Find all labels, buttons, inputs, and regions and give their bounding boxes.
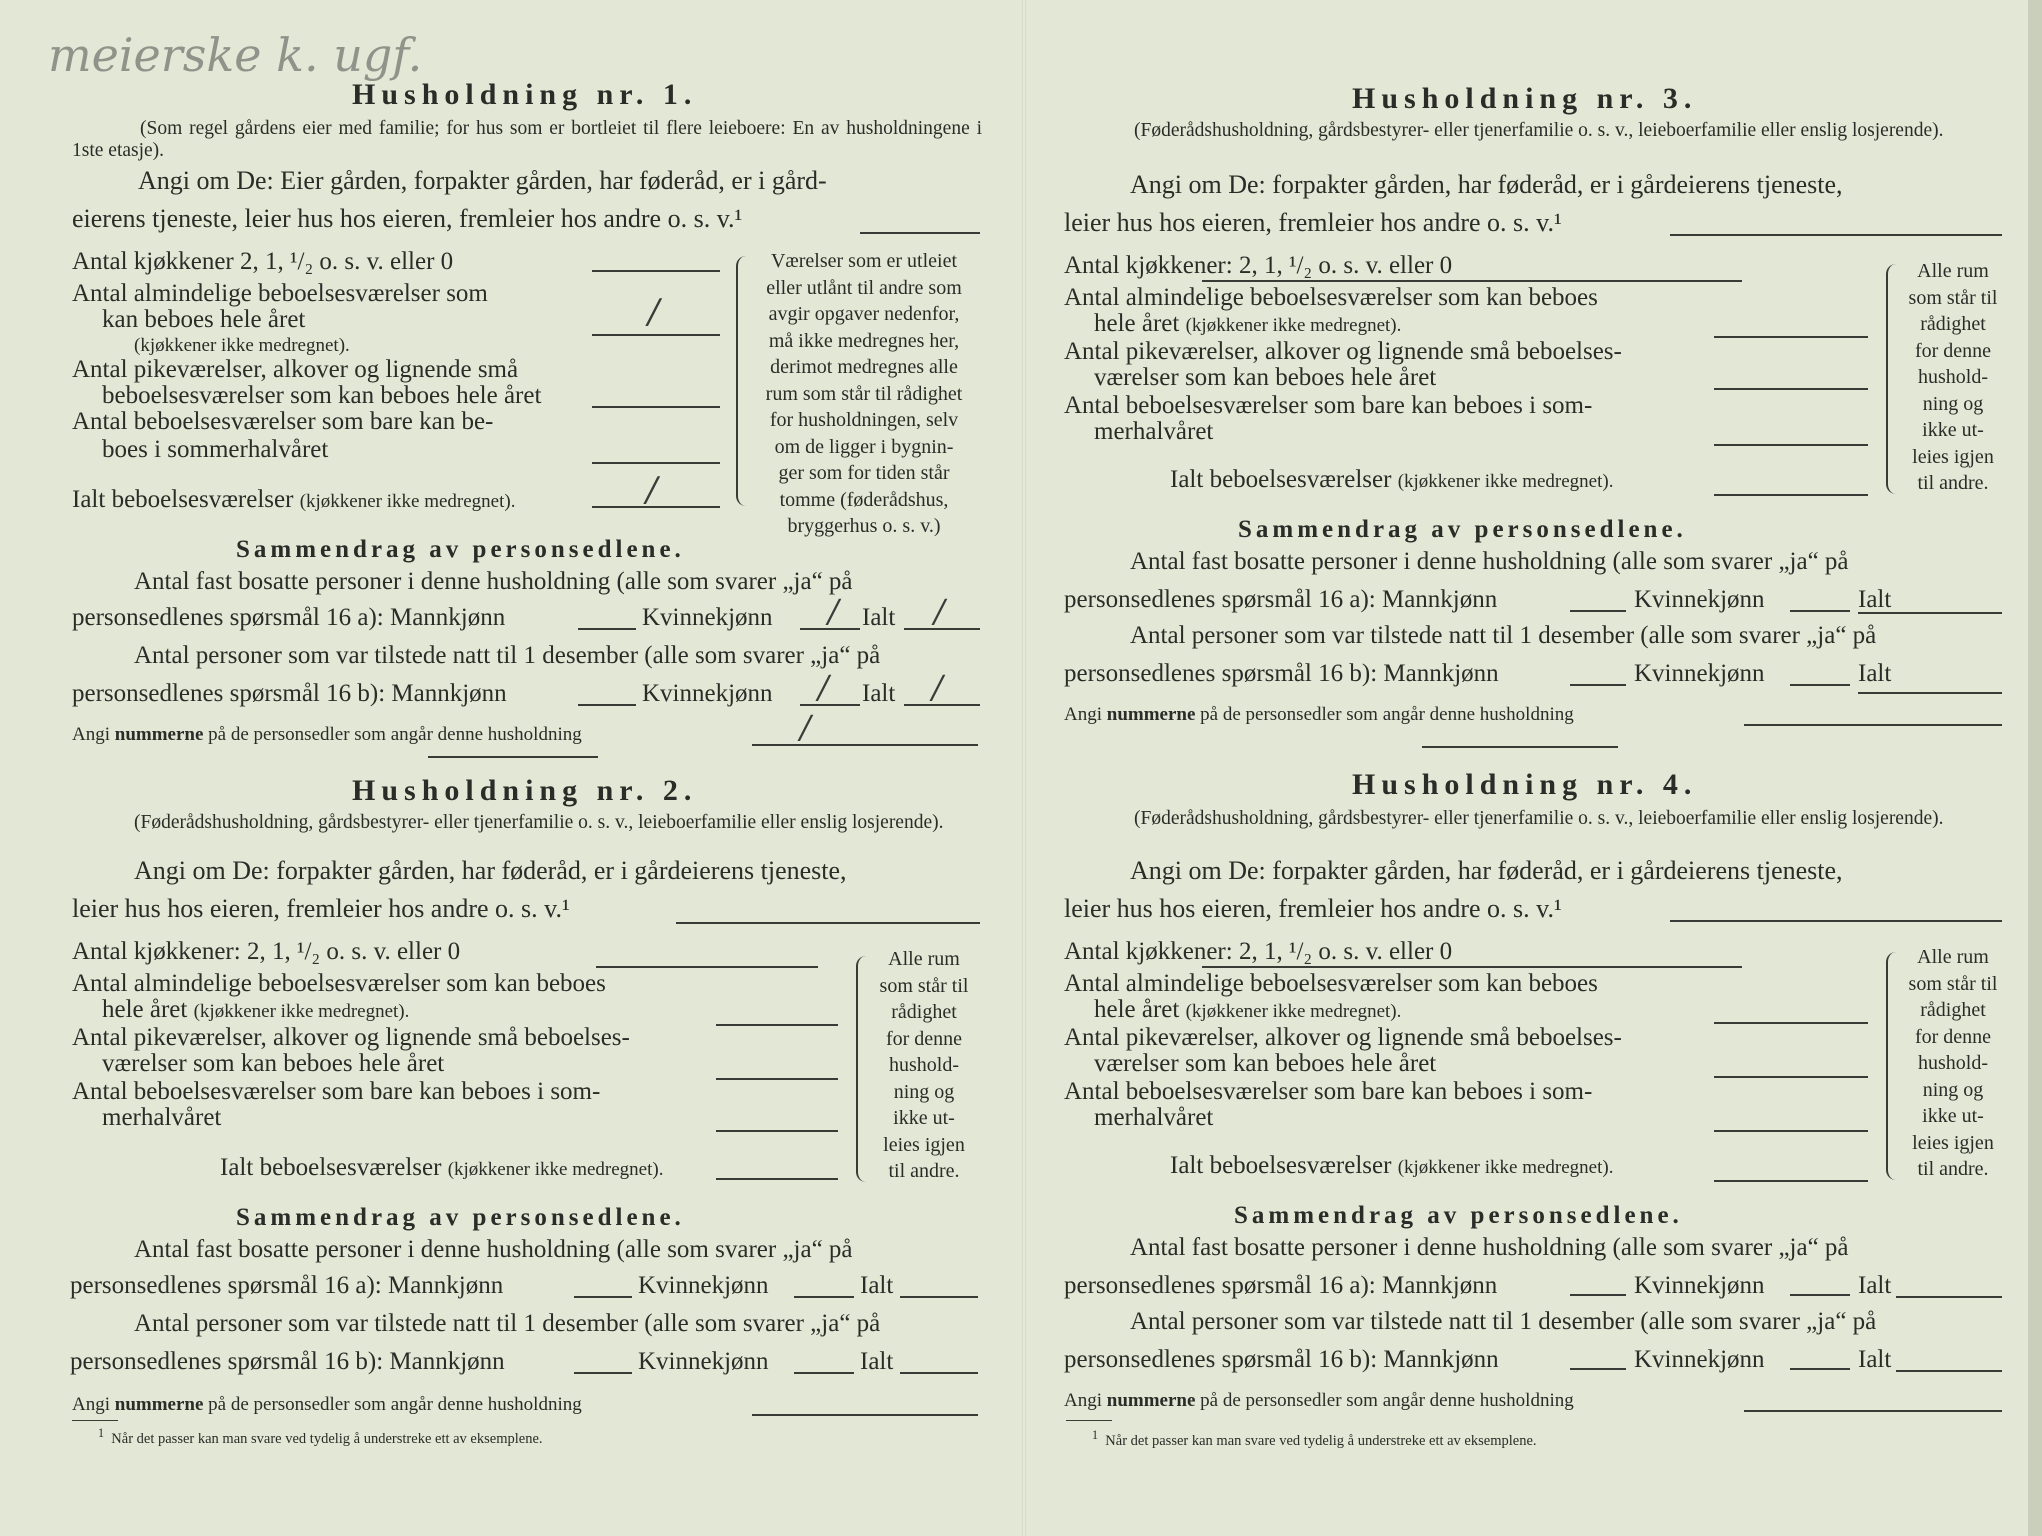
fill-line bbox=[1744, 724, 2002, 726]
h4-tilstede-line1: Antal personer som var tilstede natt til 1 desember (alle som svarer „ja“ på bbox=[1130, 1308, 1877, 1335]
fill-line bbox=[794, 1372, 854, 1374]
h1-tilstede-kvinne: Kvinnekjønn bbox=[642, 680, 773, 707]
h4-row-maid-rooms: Antal pikeværelser, alkover og lignende små beboelses- bbox=[1064, 1024, 1622, 1051]
fill-line bbox=[676, 922, 980, 924]
h2-angi-nummerne bbox=[72, 1394, 582, 1416]
h1-row-summer-rooms-2: boes i sommerhalvåret bbox=[102, 436, 329, 463]
fill-line bbox=[752, 1414, 978, 1416]
h2-total-label: Ialt beboelsesværelser bbox=[220, 1154, 442, 1181]
side-note-line: leies igjen bbox=[1912, 1131, 1994, 1154]
household-1-angi-line2: eierens tjeneste, leier hus hos eieren, fremleier hos andre o. s. v.¹ bbox=[72, 204, 743, 233]
fill-line bbox=[716, 1130, 838, 1132]
side-note-line: for denne bbox=[1914, 339, 1992, 362]
h1-value-ordinary: / bbox=[648, 292, 660, 332]
footnote-rule bbox=[72, 1420, 118, 1421]
side-note-line: for denne bbox=[1914, 1025, 1992, 1048]
h1-total-rooms bbox=[72, 486, 515, 514]
h2-row-note: (kjøkkener ikke medregnet). bbox=[193, 1001, 410, 1022]
h2-row-ordinary-rooms: Antal almindelige beboelsesværelser som kan beboes bbox=[72, 970, 606, 997]
fill-line bbox=[574, 1296, 632, 1298]
h2-total-note: (kjøkkener ikke medregnet). bbox=[447, 1159, 664, 1180]
fill-line bbox=[1670, 920, 2002, 922]
fill-line bbox=[592, 270, 720, 272]
fill-line bbox=[1714, 388, 1868, 390]
h1-fast-kvinne-value: / bbox=[828, 592, 839, 630]
h4-row-ordinary-rooms: Antal almindelige beboelsesværelser som kan beboes bbox=[1064, 970, 1598, 997]
h3-total-note: (kjøkkener ikke medregnet). bbox=[1397, 471, 1614, 492]
fill-line bbox=[1714, 1076, 1868, 1078]
right-footnote: $^1$ Når det passer kan man svare ved tydelig å understreke ett av eksemplene. bbox=[1092, 1428, 1537, 1449]
h1-total-note: (kjøkkener ikke medregnet). bbox=[299, 491, 516, 512]
h2-row-summer-rooms: Antal beboelsesværelser som bare kan beboes i som- bbox=[72, 1078, 601, 1105]
h4-row-kitchens: Antal kjøkkener: 2, 1, ¹/₂ o. s. v. eller 0 bbox=[1064, 938, 1453, 965]
side-note-line: hushold- bbox=[889, 1054, 959, 1076]
fill-line bbox=[716, 1078, 838, 1080]
household-2-intro: (Føderådshusholdning, gårdsbestyrer- eller tjenerfamilie o. s. v., leieboerfamilie eller enslig losjerende). bbox=[134, 812, 944, 833]
fill-line bbox=[794, 1296, 854, 1298]
h1-value-total: / bbox=[646, 470, 658, 510]
side-note-line: for husholdningen, selv bbox=[769, 409, 959, 431]
fill-line bbox=[1790, 1294, 1850, 1296]
h3-row-note: (kjøkkener ikke medregnet). bbox=[1185, 315, 1402, 336]
fill-line bbox=[716, 1024, 838, 1026]
side-note-line: må ikke medregnes her, bbox=[768, 329, 960, 352]
fill-line bbox=[1858, 692, 2002, 694]
fill-line bbox=[1714, 444, 1868, 446]
h2-angi-post: på de personsedler som angår denne husholdning bbox=[208, 1394, 582, 1415]
h3-side-note bbox=[1894, 258, 2012, 497]
h2-row-ordinary-rooms-2 bbox=[102, 996, 409, 1024]
h4-row-ordinary-rooms-2 bbox=[1094, 996, 1401, 1024]
fill-line bbox=[578, 628, 636, 630]
left-footnote-text: Når det passer kan man svare ved tydelig å understreke ett av eksemplene. bbox=[111, 1430, 543, 1447]
h1-row-ordinary-rooms: Antal almindelige beboelsesværelser som bbox=[72, 280, 488, 307]
h4-fast-line1: Antal fast bosatte personer i denne husholdning (alle som svarer „ja“ på bbox=[1130, 1234, 1849, 1261]
h4-tilstede-line2: personsedlenes spørsmål 16 b): Mannkjønn bbox=[1064, 1346, 1499, 1373]
h4-angi-nummerne bbox=[1064, 1390, 1574, 1412]
h2-row-summer-rooms-2: merhalvåret bbox=[102, 1104, 222, 1131]
household-1-title: Husholdning nr. 1. bbox=[352, 78, 698, 111]
h4-angi-bold: nummerne bbox=[1106, 1390, 1196, 1411]
h3-tilstede-kvinne: Kvinnekjønn bbox=[1634, 660, 1765, 687]
footnote-rule bbox=[1066, 1420, 1112, 1421]
separator-line bbox=[1422, 746, 1618, 748]
side-note-line: Alle rum bbox=[888, 948, 960, 970]
h2-tilstede-kvinne: Kvinnekjønn bbox=[638, 1348, 769, 1375]
h4-side-note bbox=[1894, 944, 2012, 1183]
h3-row-ordinary-rooms-2 bbox=[1094, 310, 1401, 338]
h4-row-maid-rooms-2: værelser som kan beboes hele året bbox=[1094, 1050, 1437, 1077]
fill-line bbox=[1714, 336, 1868, 338]
side-note-line: ning og bbox=[1922, 392, 1984, 415]
fill-line bbox=[1570, 684, 1626, 686]
fill-line bbox=[1202, 966, 1742, 968]
h4-angi-pre: Angi bbox=[1064, 1390, 1102, 1411]
h1-side-note bbox=[748, 248, 980, 540]
household-3-title: Husholdning nr. 3. bbox=[1352, 82, 1698, 115]
household-2-title: Husholdning nr. 2. bbox=[352, 774, 698, 807]
side-note-line: rådighet bbox=[1920, 999, 1986, 1021]
h4-row-note: (kjøkkener ikke medregnet). bbox=[1185, 1001, 1402, 1022]
fill-line bbox=[800, 704, 860, 706]
h3-fast-kvinne: Kvinnekjønn bbox=[1634, 586, 1765, 613]
side-note-line: som står til bbox=[879, 974, 969, 997]
h3-row-kitchens: Antal kjøkkener: 2, 1, ¹/₂ o. s. v. eller 0 bbox=[1064, 252, 1453, 279]
h3-total-rooms bbox=[1170, 466, 1613, 494]
h4-angi-post: på de personsedler som angår denne husholdning bbox=[1200, 1390, 1574, 1411]
h4-total-note: (kjøkkener ikke medregnet). bbox=[1397, 1157, 1614, 1178]
h2-fast-line1: Antal fast bosatte personer i denne husholdning (alle som svarer „ja“ på bbox=[134, 1236, 853, 1263]
fill-line bbox=[1202, 280, 1742, 282]
side-note-line: til andre. bbox=[1917, 472, 1989, 494]
fill-line bbox=[1714, 1180, 1868, 1182]
fill-line bbox=[1714, 1130, 1868, 1132]
fill-line bbox=[1744, 1410, 2002, 1412]
h4-fast-ialt: Ialt bbox=[1858, 1272, 1892, 1299]
left-footnote: $^1$ Når det passer kan man svare ved tydelig å understreke ett av eksemplene. bbox=[98, 1426, 543, 1447]
h4-tilstede-ialt: Ialt bbox=[1858, 1346, 1892, 1373]
h3-fast-line1: Antal fast bosatte personer i denne husholdning (alle som svarer „ja“ på bbox=[1130, 548, 1849, 575]
fill-line bbox=[1570, 610, 1626, 612]
h3-tilstede-ialt: Ialt bbox=[1858, 660, 1892, 687]
h4-fast-line2: personsedlenes spørsmål 16 a): Mannkjønn bbox=[1064, 1272, 1498, 1299]
household-1-intro: (Som regel gårdens eier med familie; for hus som er bortleiet til flere leieboere: En av husholdningene i 1ste etasje). bbox=[72, 118, 982, 161]
h1-row-note: (kjøkkener ikke medregnet). bbox=[134, 335, 350, 356]
separator-line bbox=[428, 756, 598, 758]
side-note-line: hushold- bbox=[1918, 1052, 1988, 1074]
fill-line bbox=[578, 704, 636, 706]
side-note-line: til andre. bbox=[888, 1160, 960, 1182]
h1-angi-post: på de personsedler som angår denne husholdning bbox=[208, 724, 582, 745]
household-2-angi-line2: leier hus hos eieren, fremleier hos andre o. s. v.¹ bbox=[72, 894, 570, 923]
h1-summary-title: Sammendrag av personsedlene. bbox=[236, 536, 685, 563]
h3-angi-bold: nummerne bbox=[1106, 704, 1196, 725]
household-3-intro: (Føderådshusholdning, gårdsbestyrer- eller tjenerfamilie o. s. v., leieboerfamilie eller enslig losjerende). bbox=[1134, 120, 1944, 141]
h3-angi-nummerne bbox=[1064, 704, 1574, 726]
side-note-line: hushold- bbox=[1918, 366, 1988, 388]
h1-row-ordinary-rooms-2: kan beboes hele året bbox=[102, 306, 306, 333]
h1-total-label: Ialt beboelsesværelser bbox=[72, 486, 294, 513]
fill-line bbox=[592, 406, 720, 408]
h1-fast-line1: Antal fast bosatte personer i denne husholdning (alle som svarer „ja“ på bbox=[134, 568, 853, 595]
h3-row-summer-rooms: Antal beboelsesværelser som bare kan beboes i som- bbox=[1064, 392, 1593, 419]
household-4-angi-line2: leier hus hos eieren, fremleier hos andre o. s. v.¹ bbox=[1064, 894, 1562, 923]
side-note-line: til andre. bbox=[1917, 1158, 1989, 1180]
h1-angi-bold: nummerne bbox=[114, 724, 204, 745]
fill-line bbox=[1714, 494, 1868, 496]
side-note-line: derimot medregnes alle bbox=[770, 356, 958, 378]
fill-line bbox=[1790, 1368, 1850, 1370]
h2-tilstede-line2: personsedlenes spørsmål 16 b): Mannkjønn bbox=[70, 1348, 505, 1375]
side-note-line: ger som for tiden står bbox=[778, 462, 950, 484]
fill-line bbox=[716, 1178, 838, 1180]
h3-row-ordinary-rooms: Antal almindelige beboelsesværelser som kan beboes bbox=[1064, 284, 1598, 311]
h1-brace bbox=[736, 256, 748, 506]
h2-side-note bbox=[866, 946, 982, 1185]
side-note-line: leies igjen bbox=[883, 1133, 965, 1156]
fill-line bbox=[1570, 1294, 1626, 1296]
household-2-angi-line1: Angi om De: forpakter gården, har føderåd, er i gårdeierens tjeneste, bbox=[134, 856, 847, 885]
h3-row-ordinary-rooms-2-text: hele året bbox=[1094, 310, 1180, 337]
household-3-angi-line2: leier hus hos eieren, fremleier hos andre o. s. v.¹ bbox=[1064, 208, 1562, 237]
h3-fast-line2: personsedlenes spørsmål 16 a): Mannkjønn bbox=[1064, 586, 1498, 613]
h2-row-maid-rooms-2: værelser som kan beboes hele året bbox=[102, 1050, 445, 1077]
h1-row-maid-rooms-2: beboelsesværelser som kan beboes hele året bbox=[102, 382, 542, 409]
side-note-line: ikke ut- bbox=[1922, 1105, 1984, 1127]
side-note-line: rådighet bbox=[1920, 313, 1986, 335]
side-note-line: ikke ut- bbox=[1922, 419, 1984, 441]
right-footnote-text: Når det passer kan man svare ved tydelig å understreke ett av eksemplene. bbox=[1105, 1432, 1537, 1449]
side-note-line: Værelser som er utleiet bbox=[770, 250, 958, 272]
fill-line bbox=[1790, 610, 1850, 612]
side-note-line: eller utlånt til andre som bbox=[766, 276, 962, 299]
h4-fast-kvinne: Kvinnekjønn bbox=[1634, 1272, 1765, 1299]
side-note-line: tomme (føderådshus, bbox=[779, 488, 949, 511]
h1-row-kitchens: Antal kjøkkener 2, 1, ¹/₂ o. s. v. eller 0 bbox=[72, 248, 454, 275]
h1-fast-line2 bbox=[72, 604, 505, 632]
h2-row-maid-rooms: Antal pikeværelser, alkover og lignende små beboelses- bbox=[72, 1024, 630, 1051]
h2-tilstede-line1: Antal personer som var tilstede natt til 1 desember (alle som svarer „ja“ på bbox=[134, 1310, 881, 1337]
handwritten-margin-note: meierske k. ugf. bbox=[48, 28, 423, 82]
fill-line bbox=[1896, 1296, 2002, 1298]
fill-line bbox=[860, 232, 980, 234]
side-note-line: for denne bbox=[885, 1027, 963, 1050]
h4-row-ordinary-rooms-2-text: hele året bbox=[1094, 996, 1180, 1023]
h2-summary-title: Sammendrag av personsedlene. bbox=[236, 1204, 685, 1231]
fill-line bbox=[900, 1296, 978, 1298]
h1-angi-nummerne-value: / bbox=[800, 708, 811, 746]
h3-row-maid-rooms-2: værelser som kan beboes hele året bbox=[1094, 364, 1437, 391]
side-note-line: avgir opgaver nedenfor, bbox=[768, 303, 960, 325]
fill-line bbox=[1670, 234, 2002, 236]
h2-fast-kvinne: Kvinnekjønn bbox=[638, 1272, 769, 1299]
fill-line bbox=[752, 744, 978, 746]
h1-angi-pre: Angi bbox=[72, 724, 110, 745]
h3-row-summer-rooms-2: merhalvåret bbox=[1094, 418, 1214, 445]
h2-fast-line2: personsedlenes spørsmål 16 a): Mannkjønn bbox=[70, 1272, 504, 1299]
fill-line bbox=[1896, 1370, 2002, 1372]
h2-angi-pre: Angi bbox=[72, 1394, 110, 1415]
side-note-line: Alle rum bbox=[1917, 260, 1989, 282]
h4-total-label: Ialt beboelsesværelser bbox=[1170, 1152, 1392, 1179]
h2-total-rooms bbox=[220, 1154, 663, 1182]
side-note-line: leies igjen bbox=[1912, 445, 1994, 468]
fill-line bbox=[1790, 684, 1850, 686]
side-note-line: som står til bbox=[1908, 972, 1998, 995]
h4-tilstede-kvinne: Kvinnekjønn bbox=[1634, 1346, 1765, 1373]
household-4-intro: (Føderådshusholdning, gårdsbestyrer- eller tjenerfamilie o. s. v., leieboerfamilie eller enslig losjerende). bbox=[1134, 808, 1944, 829]
fill-line bbox=[1570, 1368, 1626, 1370]
h3-tilstede-line2: personsedlenes spørsmål 16 b): Mannkjønn bbox=[1064, 660, 1499, 687]
side-note-line: bryggerhus o. s. v.) bbox=[787, 515, 941, 537]
h3-angi-post: på de personsedler som angår denne husholdning bbox=[1200, 704, 1574, 725]
right-page bbox=[1026, 0, 2042, 1536]
h3-fast-ialt: Ialt bbox=[1858, 586, 1892, 613]
side-note-line: ning og bbox=[1922, 1078, 1984, 1101]
fill-line bbox=[592, 462, 720, 464]
h3-tilstede-line1: Antal personer som var tilstede natt til 1 desember (alle som svarer „ja“ på bbox=[1130, 622, 1877, 649]
h2-tilstede-ialt: Ialt bbox=[860, 1348, 894, 1375]
household-4-title: Husholdning nr. 4. bbox=[1352, 768, 1698, 801]
side-note-line: Alle rum bbox=[1917, 946, 1989, 968]
fill-line bbox=[900, 1372, 978, 1374]
h2-angi-bold: nummerne bbox=[114, 1394, 204, 1415]
household-1-angi-line1: Angi om De: Eier gården, forpakter gården, har føderåd, er i gård- bbox=[138, 166, 827, 195]
h2-fast-ialt: Ialt bbox=[860, 1272, 894, 1299]
side-note-line: ning og bbox=[893, 1080, 955, 1103]
side-note-line: rum som står til rådighet bbox=[765, 382, 963, 405]
h3-summary-title: Sammendrag av personsedlene. bbox=[1238, 516, 1687, 543]
h4-row-summer-rooms: Antal beboelsesværelser som bare kan beboes i som- bbox=[1064, 1078, 1593, 1105]
h4-total-rooms bbox=[1170, 1152, 1613, 1180]
h1-fast-kvinne: Kvinnekjønn bbox=[642, 604, 773, 631]
fill-line bbox=[592, 334, 720, 336]
h2-row-kitchens: Antal kjøkkener: 2, 1, ¹/₂ o. s. v. eller 0 bbox=[72, 938, 461, 965]
h1-row-maid-rooms: Antal pikeværelser, alkover og lignende små bbox=[72, 356, 519, 383]
h1-angi-nummerne bbox=[72, 724, 582, 746]
side-note-line: rådighet bbox=[891, 1001, 957, 1023]
h1-fast-ialt: Ialt bbox=[862, 604, 896, 631]
h1-row-summer-rooms: Antal beboelsesværelser som bare kan be- bbox=[72, 408, 494, 435]
household-3-angi-line1: Angi om De: forpakter gården, har føderåd, er i gårdeierens tjeneste, bbox=[1130, 170, 1843, 199]
h1-tilstede-ialt-value: / bbox=[932, 668, 943, 706]
h3-row-maid-rooms: Antal pikeværelser, alkover og lignende små beboelses- bbox=[1064, 338, 1622, 365]
h4-row-summer-rooms-2: merhalvåret bbox=[1094, 1104, 1214, 1131]
fill-line bbox=[596, 966, 818, 968]
h1-fast-ialt-value: / bbox=[934, 592, 945, 630]
side-note-line: som står til bbox=[1908, 286, 1998, 309]
fill-line bbox=[574, 1372, 632, 1374]
h3-total-label: Ialt beboelsesværelser bbox=[1170, 466, 1392, 493]
household-4-angi-line1: Angi om De: forpakter gården, har føderåd, er i gårdeierens tjeneste, bbox=[1130, 856, 1843, 885]
h4-summary-title: Sammendrag av personsedlene. bbox=[1234, 1202, 1683, 1229]
h1-tilstede-ialt: Ialt bbox=[862, 680, 896, 707]
h1-fast-label: personsedlenes spørsmål 16 a): Mannkjønn bbox=[72, 604, 506, 631]
h1-tilstede-line2: personsedlenes spørsmål 16 b): Mannkjønn bbox=[72, 680, 507, 707]
h1-tilstede-kvinne-value: / bbox=[818, 668, 829, 706]
side-note-line: ikke ut- bbox=[893, 1107, 955, 1129]
h2-row-ordinary-rooms-2-text: hele året bbox=[102, 996, 188, 1023]
h1-tilstede-line1: Antal personer som var tilstede natt til 1 desember (alle som svarer „ja“ på bbox=[134, 642, 881, 669]
fill-line bbox=[1714, 1022, 1868, 1024]
h3-angi-pre: Angi bbox=[1064, 704, 1102, 725]
side-note-line: om de ligger i bygnin- bbox=[774, 435, 954, 458]
fill-line bbox=[1858, 612, 2002, 614]
